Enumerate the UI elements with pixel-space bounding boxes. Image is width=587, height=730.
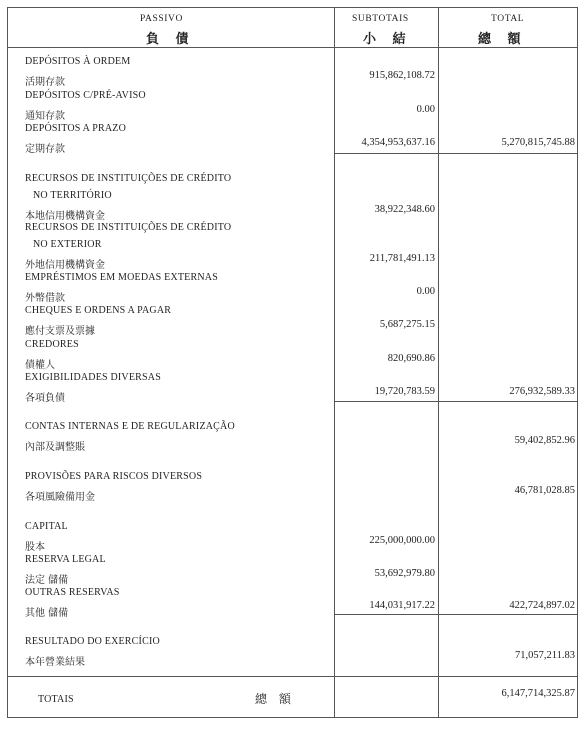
row-label-zh: 本年營業結果 — [25, 657, 85, 668]
row-label: CREDORES — [25, 339, 79, 350]
row-label: CHEQUES E ORDENS A PAGAR — [25, 305, 172, 316]
row-label: CONTAS INTERNAS E DE REGULARIZAÇÃO — [25, 421, 235, 432]
totals-label-zh: 總 額 — [255, 692, 295, 706]
row-subtotal: 0.00 — [416, 104, 435, 115]
column-divider-2 — [438, 7, 439, 718]
row-label: DEPÓSITOS C/PRÉ-AVISO — [25, 90, 146, 101]
row-label: DEPÓSITOS À ORDEM — [25, 56, 131, 67]
row-label-zh: 外幣借款 — [25, 293, 65, 304]
row-subtotal: 915,862,108.72 — [369, 70, 435, 81]
subtotal-rule-liabilities — [334, 401, 578, 402]
header-subtotais: SUBTOTAIS — [352, 14, 409, 24]
subtotal-rule-reserves — [334, 614, 578, 615]
row-label-zh: 通知存款 — [25, 111, 65, 122]
row-label: RESULTADO DO EXERCÍCIO — [25, 636, 160, 647]
header-total: TOTAL — [491, 14, 525, 24]
row-subtotal: 5,687,275.15 — [379, 319, 435, 330]
row-label: PROVISÕES PARA RISCOS DIVERSOS — [25, 471, 203, 482]
row-subtotal: 38,922,348.60 — [374, 204, 435, 215]
row-label-zh: 活期存款 — [25, 77, 65, 88]
row-label-zh: 本地信用機構資金 — [25, 211, 105, 222]
row-label: RECURSOS DE INSTITUIÇÕES DE CRÉDITO — [25, 173, 232, 184]
row-label: EMPRÉSTIMOS EM MOEDAS EXTERNAS — [25, 272, 218, 283]
row-subtotal: 144,031,917.22 — [369, 600, 435, 611]
row-label-zh: 應付支票及票據 — [25, 326, 95, 337]
row-total: 422,724,897.02 — [509, 600, 575, 611]
row-subtotal: 4,354,953,637.16 — [361, 137, 435, 148]
row-label-zh: 股本 — [25, 542, 45, 553]
row-total: 276,932,589.33 — [509, 386, 575, 397]
column-divider-1 — [334, 7, 335, 718]
statement-frame — [7, 7, 578, 718]
header-divider — [7, 47, 578, 48]
row-label-zh: 各項負債 — [25, 393, 65, 404]
row-subtotal: 0.00 — [416, 286, 435, 297]
header-passivo: PASSIVO — [140, 14, 183, 24]
row-subtotal: 211,781,491.13 — [369, 253, 435, 264]
row-subtotal: 225,000,000.00 — [369, 535, 435, 546]
row-subtotal: 19,720,783.59 — [374, 386, 435, 397]
row-label: RECURSOS DE INSTITUIÇÕES DE CRÉDITO — [25, 222, 232, 233]
totals-divider — [7, 676, 578, 677]
row-subtotal: 820,690.86 — [387, 353, 435, 364]
row-label-zh: 定期存款 — [25, 144, 65, 155]
row-label: EXIGIBILIDADES DIVERSAS — [25, 372, 161, 383]
row-label: RESERVA LEGAL — [25, 554, 106, 565]
row-total: 71,057,211.83 — [515, 650, 575, 661]
row-label-zh: 其他 儲備 — [25, 608, 69, 619]
header-total-zh: 總 額 — [478, 32, 527, 47]
row-subtotal: 53,692,979.80 — [374, 568, 435, 579]
row-label-zh: 法定 儲備 — [25, 575, 69, 586]
header-passivo-zh: 負 債 — [146, 32, 195, 47]
row-label-zh: 各項風險備用金 — [25, 492, 95, 503]
row-label: DEPÓSITOS A PRAZO — [25, 123, 127, 134]
row-label: CAPITAL — [25, 521, 68, 532]
row-label: OUTRAS RESERVAS — [25, 587, 120, 598]
grand-total: 6,147,714,325.87 — [501, 688, 575, 699]
row-label-zh: 內部及調整賬 — [25, 442, 85, 453]
row-total: 46,781,028.85 — [514, 485, 575, 496]
subtotal-rule-deposits — [334, 153, 578, 154]
totals-label: TOTAIS — [38, 694, 74, 705]
row-label-zh: 外地信用機構資金 — [25, 260, 105, 271]
header-subtotais-zh: 小 結 — [363, 32, 412, 47]
row-total: 59,402,852.96 — [514, 435, 575, 446]
row-total: 5,270,815,745.88 — [501, 137, 575, 148]
row-label-zh: 債權人 — [25, 360, 55, 371]
row-label-sub: NO EXTERIOR — [33, 239, 102, 250]
row-label-sub: NO TERRITÓRIO — [33, 190, 112, 201]
